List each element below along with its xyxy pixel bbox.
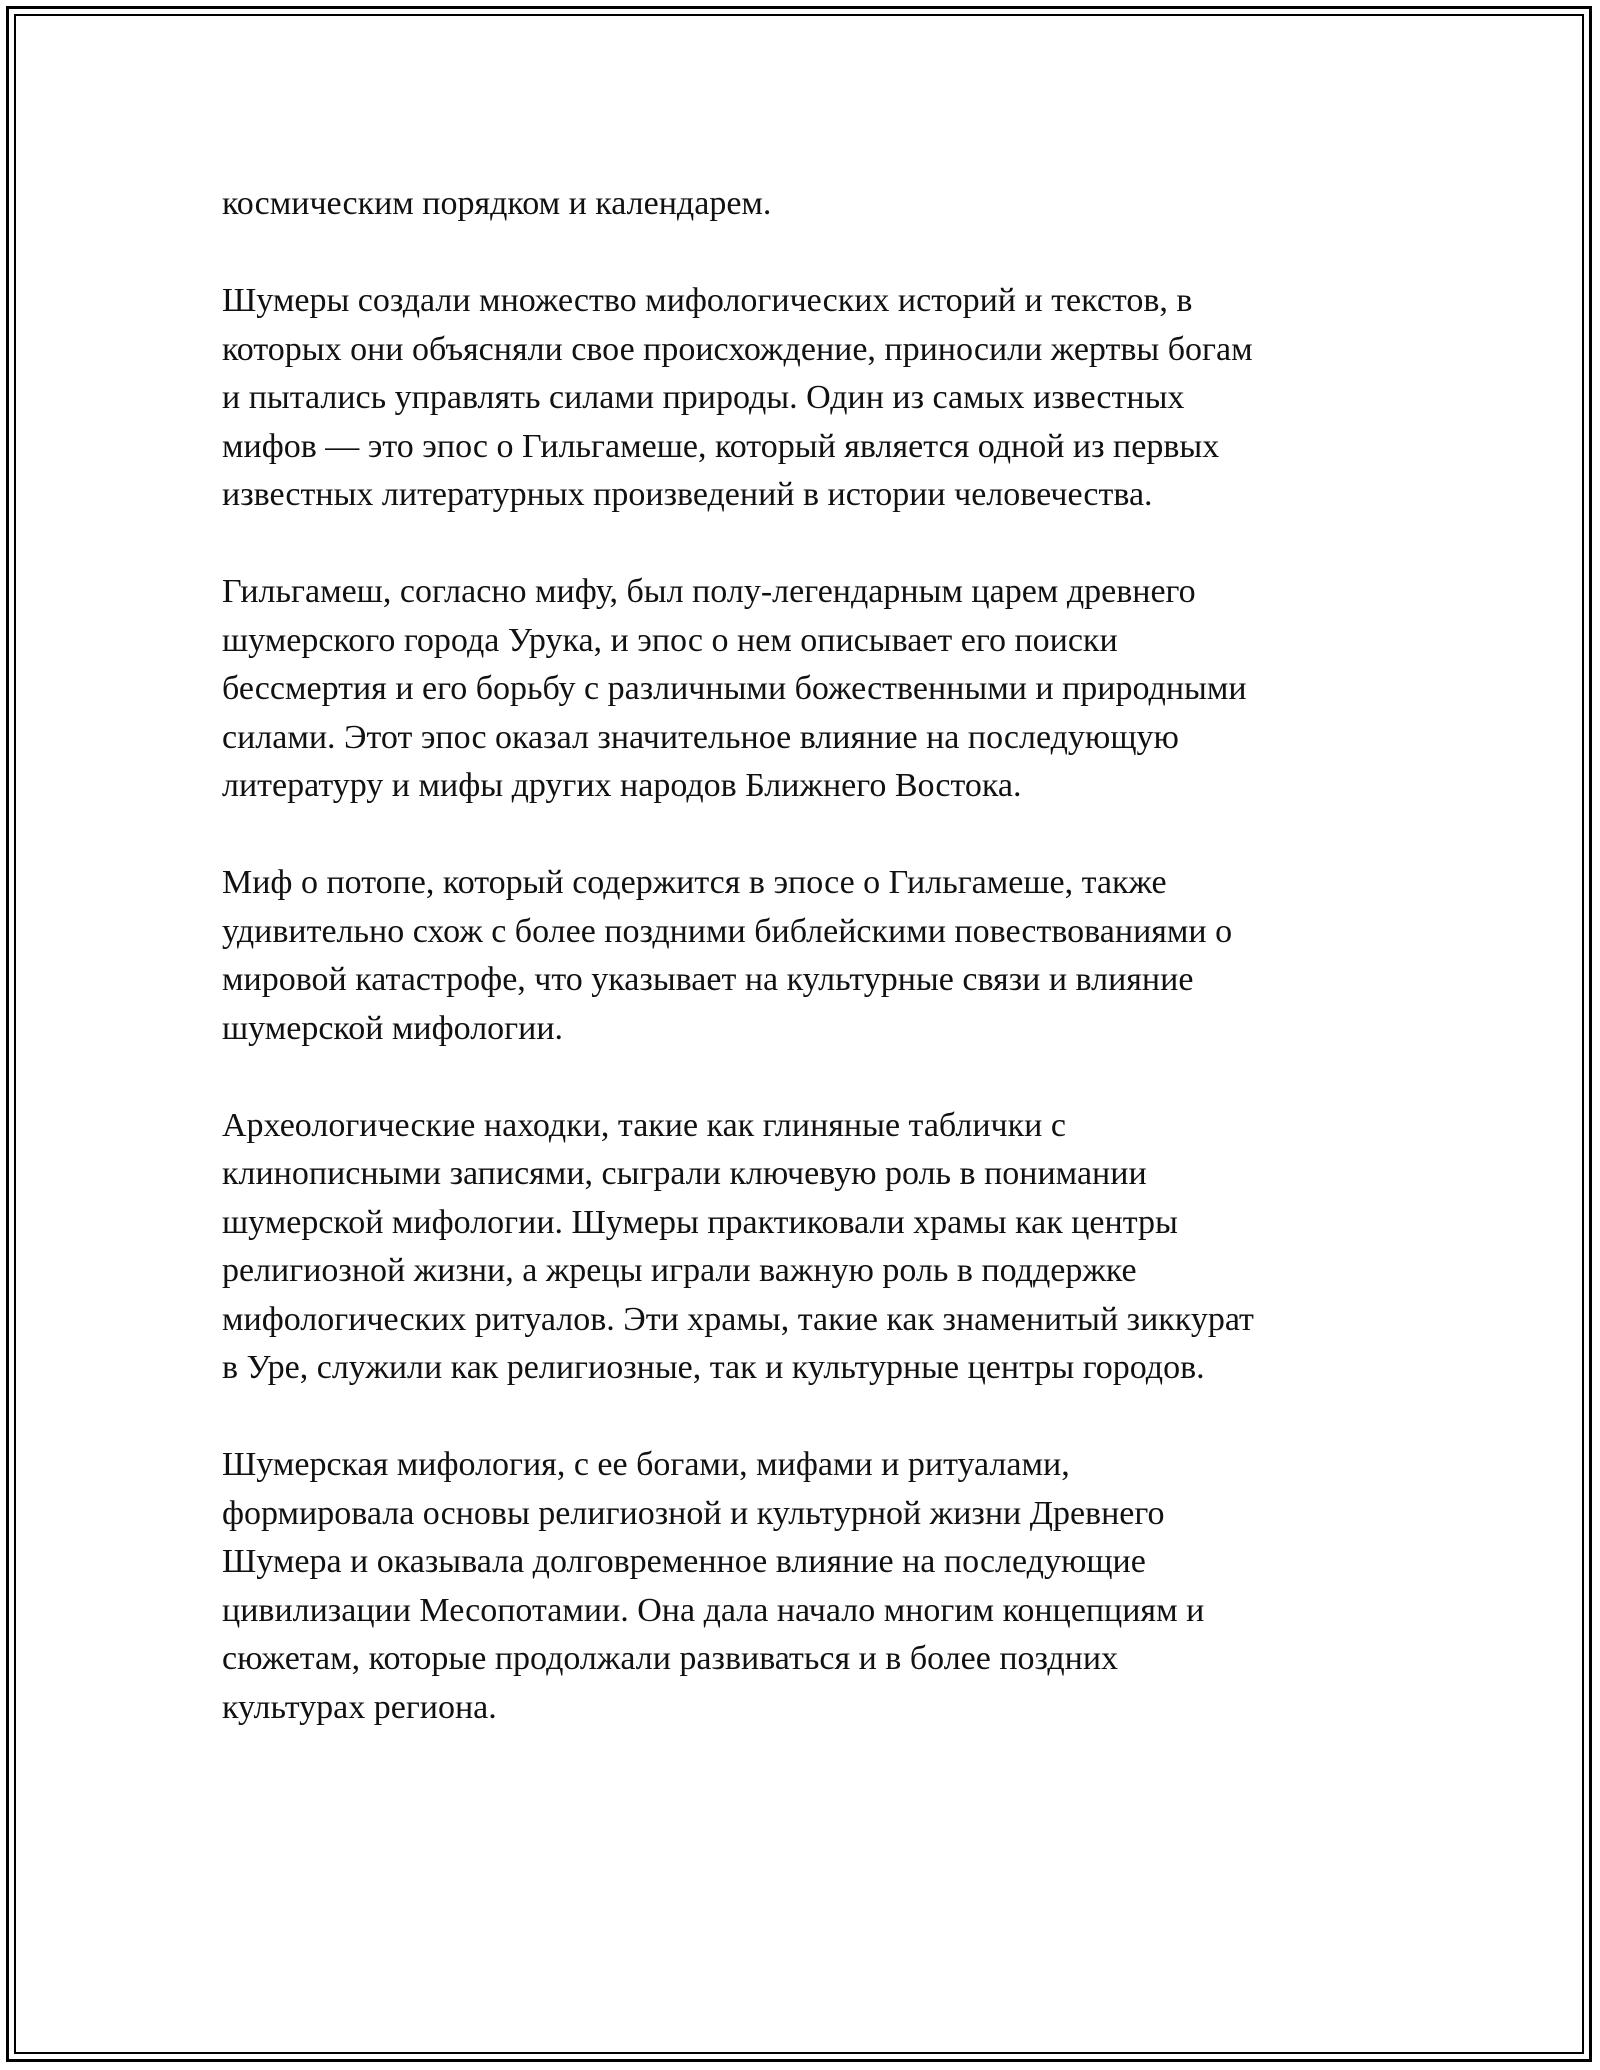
paragraph bbox=[222, 568, 1402, 811]
text-line: мифологических ритуалов. Эти храмы, такие как знаменитый зиккурат bbox=[222, 1300, 1254, 1338]
text-line: Миф о потопе, который содержится в эпосе о Гильгамеше, также bbox=[222, 864, 1167, 901]
text-line: известных литературных произведений в истории человечества. bbox=[222, 476, 1153, 513]
text-line: которых они объясняли свое происхождение, приносили жертвы богам bbox=[222, 330, 1253, 368]
text-line: Шумера и оказывала долговременное влияние на последующие bbox=[222, 1543, 1146, 1580]
text-line: цивилизации Месопотамии. Она дала начало многим концепциям и bbox=[222, 1591, 1205, 1629]
text-line: мифов — это эпос о Гильгамеше, который является одной из первых bbox=[222, 427, 1220, 465]
text-line: клинописными записями, сыграли ключевую роль в понимании bbox=[222, 1155, 1147, 1192]
text-line: силами. Этот эпос оказал значительное влияние на последующую bbox=[222, 718, 1179, 756]
text-line: Археологические находки, такие как глиняные таблички с bbox=[222, 1106, 1066, 1144]
text-line: мировой катастрофе, что указывает на культурные связи и влияние bbox=[222, 961, 1194, 998]
text-line: шумерского города Урука, и эпос о нем описывает его поиски bbox=[222, 621, 1118, 659]
text-line: Гильгамеш, согласно мифу, был полу-легендарным царем древнего bbox=[222, 573, 1196, 610]
text-line: Шумерская мифология, с ее богами, мифами и ритуалами, bbox=[222, 1446, 1070, 1483]
paragraph bbox=[222, 859, 1402, 1053]
paragraph bbox=[222, 180, 1402, 229]
text-line: литературу и мифы других народов Ближнего Востока. bbox=[222, 767, 1022, 804]
text-line: шумерской мифологии. Шумеры практиковали храмы как центры bbox=[222, 1203, 1178, 1241]
text-line: шумерской мифологии. bbox=[222, 1009, 564, 1047]
text-line: сюжетам, которые продолжали развиваться и в более поздних bbox=[222, 1640, 1119, 1677]
paragraph bbox=[222, 1441, 1402, 1732]
text-line: удивительно схож с более поздними библейскими повествованиями о bbox=[222, 912, 1233, 950]
paragraph bbox=[222, 277, 1402, 520]
document-body bbox=[222, 180, 1402, 1781]
text-line: Шумеры создали множество мифологических историй и текстов, в bbox=[222, 282, 1193, 319]
paragraph bbox=[222, 1102, 1402, 1393]
text-line: в Уре, служили как религиозные, так и культурные центры городов. bbox=[222, 1349, 1205, 1386]
text-line: религиозной жизни, а жрецы играли важную роль в поддержке bbox=[222, 1252, 1137, 1289]
text-line: и пытались управлять силами природы. Один из самых известных bbox=[222, 379, 1185, 416]
text-line: культурах региона. bbox=[222, 1688, 497, 1726]
text-line: бессмертия и его борьбу с различными божественными и природными bbox=[222, 670, 1247, 707]
text-line: космическим порядком и календарем. bbox=[222, 185, 772, 222]
text-line: формировала основы религиозной и культурной жизни Древнего bbox=[222, 1494, 1165, 1532]
